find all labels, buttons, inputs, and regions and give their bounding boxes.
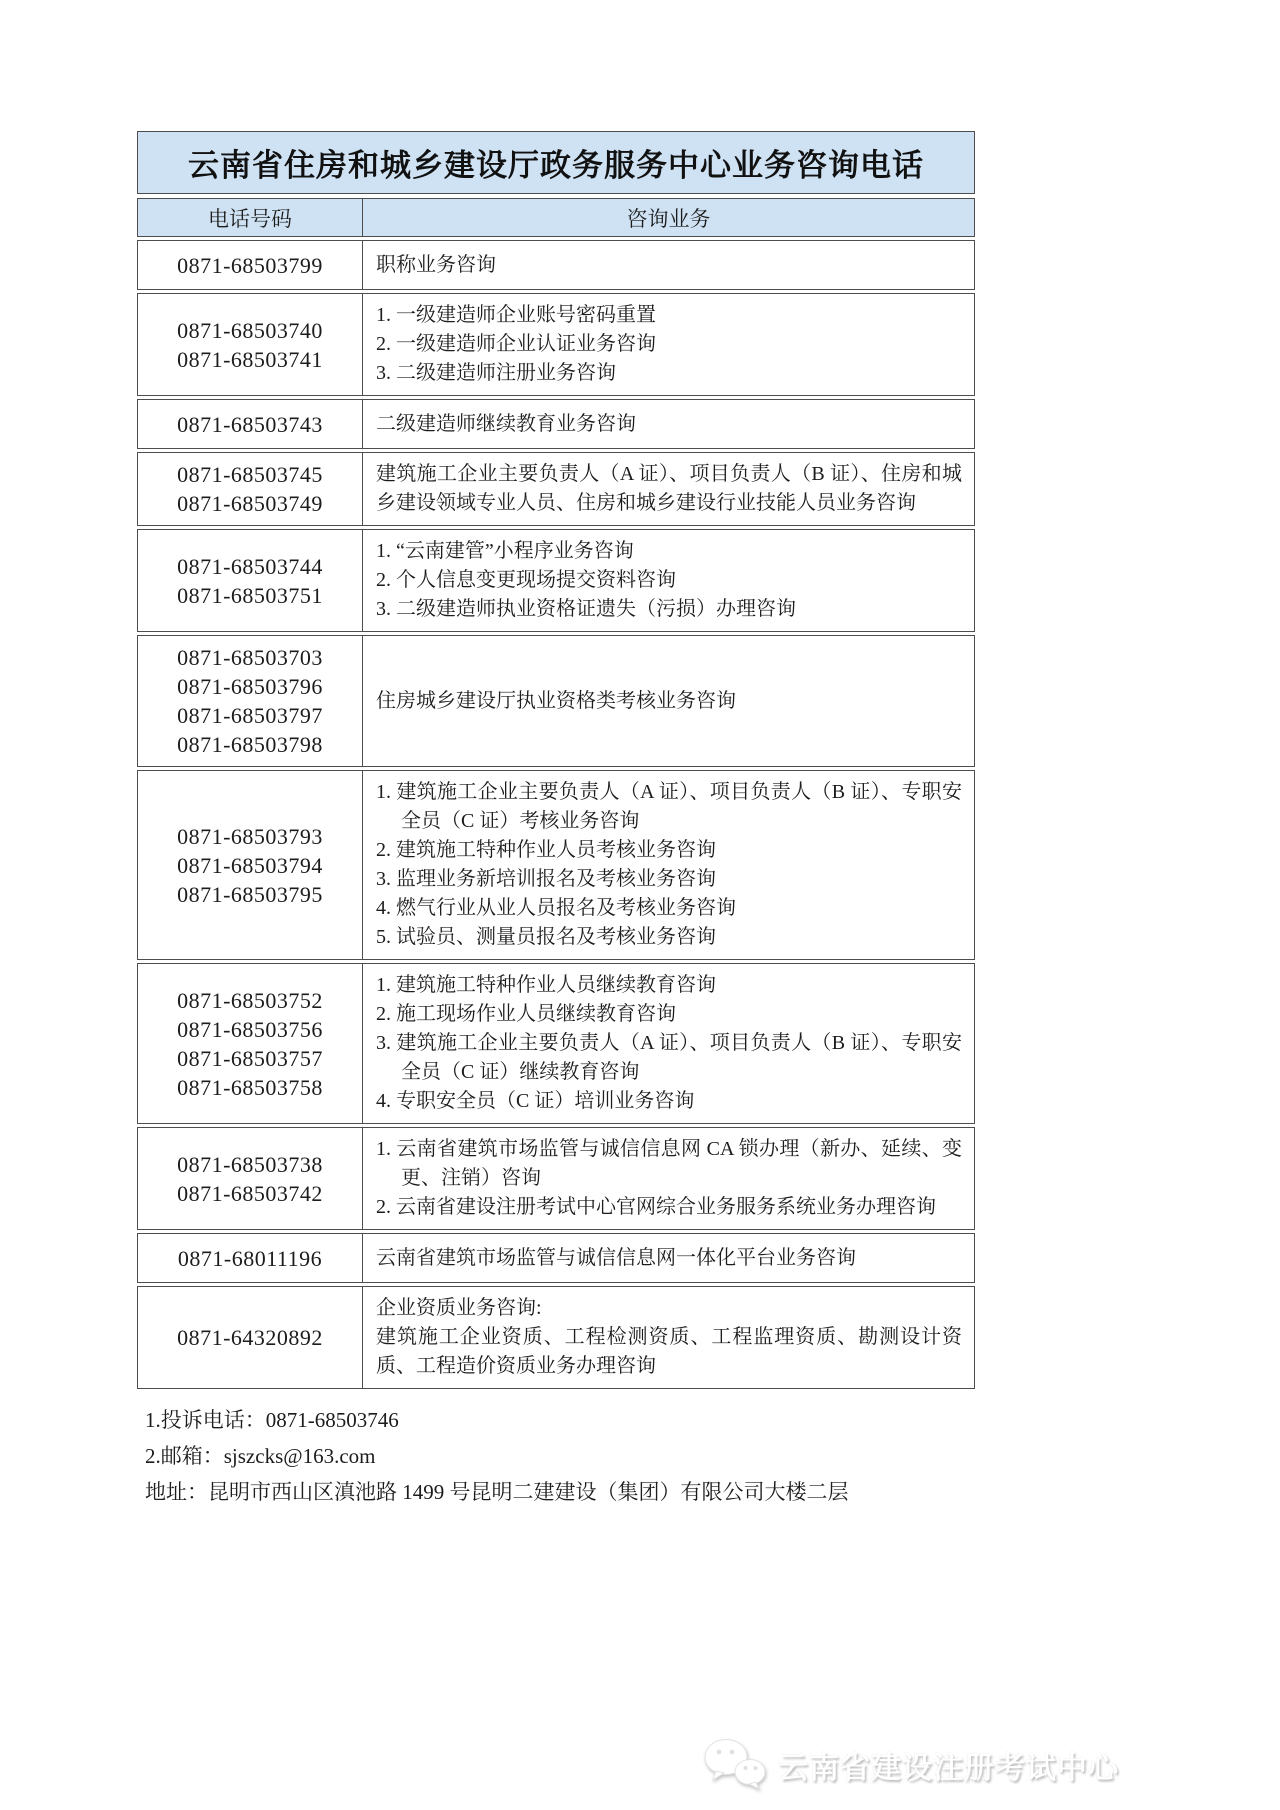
service-item: 3. 二级建造师执业资格证遗失（污损）办理咨询 (376, 598, 796, 620)
phone-number: 0871-68503758 (177, 1074, 323, 1100)
phone-numbers-cell (138, 1287, 363, 1388)
phone-number: 0871-68503742 (177, 1180, 323, 1206)
table-title: 云南省住房和城乡建设厅政务服务中心业务咨询电话 (137, 131, 975, 194)
service-items-cell (363, 1234, 974, 1282)
service-item: 1. 建筑施工特种作业人员继续教育咨询 (376, 974, 716, 996)
table-row (137, 1286, 975, 1389)
phone-number: 0871-68503797 (177, 703, 323, 728)
table-row (137, 452, 975, 526)
phone-number: 0871-68503796 (177, 674, 323, 699)
phone-numbers-cell (138, 530, 363, 631)
phone-number: 0871-68503738 (177, 1151, 323, 1177)
service-item: 2. 施工现场作业人员继续教育咨询 (376, 1003, 676, 1025)
service-item: 二级建造师继续教育业务咨询 (376, 412, 636, 435)
address-line: 地址：昆明市西山区滇池路 1499 号昆明二建建设（集团）有限公司大楼二层 (145, 1480, 849, 1504)
phone-number: 0871-68503798 (177, 732, 323, 757)
service-items-cell (363, 964, 974, 1123)
table-header-row (137, 198, 975, 237)
phone-numbers-cell (138, 453, 363, 525)
service-items-cell (363, 1128, 974, 1229)
service-item: 3. 监理业务新培训报名及考核业务咨询 (376, 868, 716, 890)
service-item: 1. 云南省建筑市场监管与诚信信息网 CA 锁办理（新办、延续、变更、注销）咨询 (376, 1138, 962, 1189)
phone-number: 0871-68503793 (177, 823, 323, 849)
service-items-cell (363, 294, 974, 395)
table-row (137, 963, 975, 1124)
footer-notes (145, 1402, 1045, 1510)
service-item: 建筑施工企业资质、工程检测资质、工程监理资质、勘测设计资质、工程造价资质业务办理咨询 (376, 1326, 962, 1377)
service-item: 2. 个人信息变更现场提交资料咨询 (376, 569, 676, 591)
service-item: 2. 一级建造师企业认证业务咨询 (376, 333, 656, 355)
wechat-icon (702, 1738, 768, 1792)
phone-number: 0871-68503743 (177, 411, 323, 437)
phone-number: 0871-68503756 (177, 1016, 323, 1042)
table-row (137, 529, 975, 632)
phone-number: 0871-68503757 (177, 1045, 323, 1071)
complaint-phone-line: 1.投诉电话：0871-68503746 (145, 1408, 399, 1432)
phone-number: 0871-68503749 (177, 491, 323, 516)
phone-number: 0871-68503745 (177, 462, 323, 487)
phone-numbers-cell (138, 636, 363, 766)
watermark-text: 云南省建设注册考试中心 (778, 1752, 1119, 1785)
service-items-cell (363, 771, 974, 959)
service-items-cell (363, 453, 974, 525)
table-row (137, 1127, 975, 1230)
phone-number: 0871-68503703 (177, 645, 323, 670)
service-item: 1. 一级建造师企业账号密码重置 (376, 304, 656, 326)
service-item: 1. “云南建管”小程序业务咨询 (376, 540, 634, 562)
service-items-cell (363, 1287, 974, 1388)
phone-number: 0871-68503744 (177, 553, 323, 579)
phone-number: 0871-68011196 (177, 1245, 323, 1271)
phone-number: 0871-68503752 (177, 987, 323, 1013)
table-row (137, 399, 975, 449)
phone-numbers-cell (138, 294, 363, 395)
service-item: 2. 云南省建设注册考试中心官网综合业务服务系统业务办理咨询 (376, 1196, 936, 1218)
watermark (702, 1738, 1119, 1792)
phone-number: 0871-68503794 (177, 852, 323, 878)
phone-numbers-cell (138, 1128, 363, 1229)
service-item: 5. 试验员、测量员报名及考核业务咨询 (376, 926, 716, 948)
table-row (137, 635, 975, 767)
table-row (137, 1233, 975, 1283)
phone-numbers-cell (138, 241, 363, 289)
table-body (137, 240, 975, 1389)
service-items-cell (363, 241, 974, 289)
service-item: 2. 建筑施工特种作业人员考核业务咨询 (376, 839, 716, 861)
email-line: 2.邮箱：sjszcks@163.com (145, 1444, 376, 1468)
phone-number: 0871-64320892 (177, 1325, 323, 1350)
service-items-cell (363, 636, 974, 766)
phone-directory-table (137, 131, 975, 1392)
phone-number: 0871-68503795 (177, 881, 323, 907)
phone-number: 0871-68503751 (177, 582, 323, 608)
table-row (137, 240, 975, 290)
column-header-phone: 电话号码 (138, 199, 363, 236)
service-item: 3. 二级建造师注册业务咨询 (376, 362, 616, 384)
phone-numbers-cell (138, 1234, 363, 1282)
phone-number: 0871-68503740 (177, 317, 323, 343)
phone-number: 0871-68503799 (177, 252, 323, 278)
service-item: 1. 建筑施工企业主要负责人（A 证）、项目负责人（B 证）、专职安全员（C 证）考核业务咨询 (376, 781, 962, 832)
phone-numbers-cell (138, 964, 363, 1123)
service-items-cell (363, 400, 974, 448)
service-items-cell (363, 530, 974, 631)
service-item: 4. 专职安全员（C 证）培训业务咨询 (376, 1090, 695, 1112)
service-item: 建筑施工企业主要负责人（A 证）、项目负责人（B 证）、住房和城乡建设领域专业人员、住房和城乡建设行业技能人员业务咨询 (376, 463, 962, 514)
table-row (137, 770, 975, 960)
phone-numbers-cell (138, 400, 363, 448)
service-item: 住房城乡建设厅执业资格类考核业务咨询 (376, 689, 736, 712)
phone-number: 0871-68503741 (177, 346, 323, 372)
column-header-service: 咨询业务 (626, 206, 711, 231)
service-item: 云南省建筑市场监管与诚信信息网一体化平台业务咨询 (376, 1246, 856, 1269)
service-item: 职称业务咨询 (376, 253, 496, 276)
service-item: 4. 燃气行业从业人员报名及考核业务咨询 (376, 897, 736, 919)
phone-numbers-cell (138, 771, 363, 959)
table-row (137, 293, 975, 396)
service-item: 3. 建筑施工企业主要负责人（A 证）、项目负责人（B 证）、专职安全员（C 证）继续教育咨询 (376, 1032, 962, 1083)
service-item: 企业资质业务咨询: (376, 1297, 542, 1319)
